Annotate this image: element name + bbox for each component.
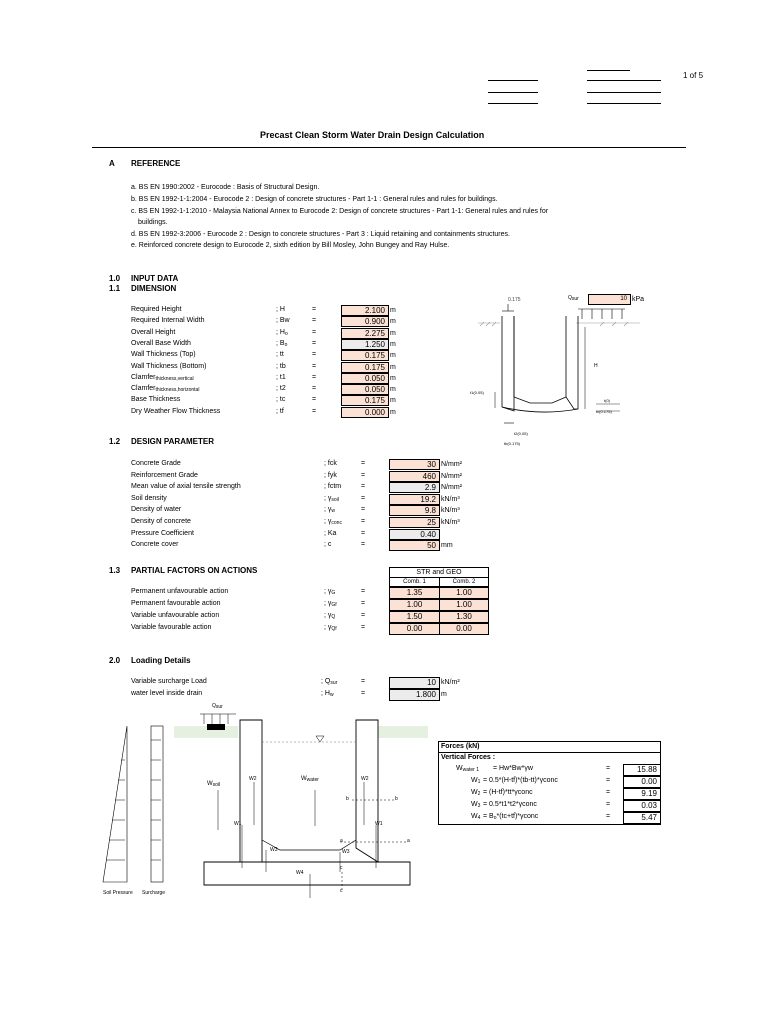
mark-a-right: a — [407, 838, 410, 844]
symbol-subscript: conc — [331, 520, 342, 526]
symbol-text: ; γ — [324, 588, 332, 595]
symbol-text: ; t2 — [276, 385, 286, 393]
comb1-value: 0.00 — [389, 623, 440, 635]
force-name-text: W — [471, 801, 478, 808]
w-water-label — [301, 775, 319, 785]
dimension-label-subscript: thickness,horizontal — [155, 387, 200, 394]
str-geo-header: STR and GEO — [389, 567, 489, 578]
loading-unit: kN/m² — [441, 679, 460, 686]
dimension-label — [131, 350, 196, 359]
force-formula — [483, 788, 533, 797]
dimension-label — [131, 339, 191, 348]
dimension-label — [131, 316, 205, 325]
force-name — [471, 812, 480, 823]
symbol-text: ; Q — [321, 678, 331, 685]
symbol-subscript: Gf — [331, 602, 337, 608]
force-name-subscript: 1 — [477, 779, 481, 785]
equals-sign: = — [606, 801, 611, 808]
dimension-value: 2.275 — [341, 328, 389, 339]
comb2-header: Comb. 2 — [439, 577, 489, 587]
design-param-label: Mean value of axial tensile strength — [131, 483, 241, 491]
dimension-label — [131, 373, 194, 384]
dimension-value: 0.000 — [341, 407, 389, 418]
dimension-value: 0.050 — [341, 373, 389, 384]
force-name — [471, 776, 480, 787]
force-name-subscript: 3 — [477, 803, 481, 809]
force-value: 9.19 — [623, 788, 661, 800]
force-name-subscript: 2 — [477, 791, 481, 797]
mark-a-left: a — [340, 838, 343, 844]
equals-sign: = — [361, 588, 366, 595]
symbol-subscript: Q — [331, 614, 336, 620]
force-formula-tail: *(tc+tf)*γconc — [496, 813, 539, 820]
symbol — [276, 305, 285, 314]
dimension-heading: DIMENSION — [131, 284, 177, 293]
reference-heading: REFERENCE — [131, 159, 181, 168]
symbol-text: ; γ — [324, 600, 332, 607]
dimension-unit: m — [390, 318, 396, 326]
sketch-q-name: Q — [568, 295, 572, 301]
design-param-value: 30 — [389, 459, 440, 470]
symbol — [276, 350, 284, 359]
force-formula-text: = (H-tf)*tt*γconc — [483, 789, 533, 796]
sketch-q-sub: sur — [571, 296, 579, 302]
forces-subtitle: Vertical Forces : — [441, 754, 496, 761]
equals-sign: = — [312, 385, 317, 393]
mark-w4: W4 — [296, 870, 304, 876]
symbol-text: ; Ka — [324, 529, 337, 537]
dimension-label-text: Wall Thickness (Bottom) — [131, 362, 207, 370]
dimension-label-text: Wall Thickness (Top) — [131, 351, 196, 359]
force-value: 0.03 — [623, 800, 661, 812]
force-value: 15.88 — [623, 764, 661, 776]
sketch-q-unit: kPa — [632, 296, 645, 303]
equals-sign: = — [361, 494, 366, 502]
loading-num: 2.0 — [109, 656, 121, 665]
dimension-label — [131, 384, 199, 395]
mark-w3-left: W3 — [270, 847, 278, 853]
dimension-value: 1.250 — [341, 339, 389, 350]
comb1-value: 1.50 — [389, 611, 440, 623]
symbol-subscript: G — [331, 590, 336, 596]
equals-sign: = — [312, 317, 317, 325]
symbol-text: ; H — [321, 690, 330, 697]
symbol — [324, 529, 336, 538]
diagram-q-sub: sur — [215, 704, 223, 710]
force-name-text: W — [471, 789, 478, 796]
symbol — [321, 689, 334, 700]
reference-item: a. BS EN 1990:2002 - Eurocode : Basis of Structural Design. — [131, 184, 320, 191]
symbol — [324, 459, 337, 468]
symbol-text: ; H — [276, 306, 285, 313]
design-param-value: 19.2 — [389, 494, 440, 505]
symbol-text: ; fyk — [324, 471, 337, 479]
design-param-unit: kN/m³ — [441, 507, 460, 515]
partial-factors-heading: PARTIAL FACTORS ON ACTIONS — [131, 566, 258, 575]
symbol — [324, 587, 335, 598]
header-rule-4 — [488, 92, 538, 93]
w-water-sub: water — [306, 777, 319, 783]
dimension-label-text: Required Internal Width — [131, 317, 205, 325]
loading-label: Variable surcharge Load — [131, 678, 207, 685]
reference-item: d. BS EN 1992-3:2006 - Eurocode 2 : Design to concrete structures - Part 3 : Liquid retaining and containments structures. — [131, 231, 510, 238]
design-param-unit: kN/m³ — [441, 519, 460, 526]
dimension-unit: m — [390, 340, 396, 348]
equals-sign: = — [606, 765, 611, 772]
partial-factor-label: Permanent favourable action — [131, 600, 221, 607]
symbol — [324, 505, 335, 516]
header-rule-6 — [488, 103, 538, 104]
design-param-value: 25 — [389, 517, 440, 528]
dimension-label — [131, 328, 175, 337]
header-rule-3 — [587, 80, 661, 81]
symbol-text: ; H — [276, 328, 285, 336]
force-name-text: W — [471, 777, 478, 784]
design-param-unit: mm — [441, 542, 453, 550]
symbol — [276, 373, 286, 382]
equals-sign: = — [312, 306, 317, 313]
w-soil-sub: soil — [212, 782, 221, 788]
symbol-text: ; t1 — [276, 373, 286, 381]
force-value: 0.00 — [623, 776, 661, 788]
symbol-subscript: o — [284, 330, 288, 337]
design-param-value: 2.9 — [389, 482, 440, 493]
loading-value: 1.800 — [389, 689, 440, 701]
partial-factors-num: 1.3 — [109, 566, 121, 575]
force-name-text: W — [456, 765, 463, 772]
symbol-text: ; tf — [276, 407, 284, 415]
design-param-label: Concrete cover — [131, 541, 179, 549]
surcharge-label: Surcharge — [142, 890, 166, 896]
equals-sign: = — [361, 471, 366, 479]
design-param-value: 9.8 — [389, 505, 440, 516]
w-soil-name: W — [207, 781, 213, 787]
symbol-text: ; Bw — [276, 317, 290, 325]
equals-sign: = — [361, 518, 366, 525]
symbol-text: ; γ — [324, 624, 332, 631]
dimension-value: 0.175 — [341, 350, 389, 361]
symbol-text: ; γ — [324, 494, 332, 502]
equals-sign: = — [361, 612, 366, 619]
diagram-q-name: Q — [212, 703, 216, 709]
design-param-label: Pressure Coefficient — [131, 529, 194, 537]
equals-sign: = — [361, 678, 366, 685]
symbol-subscript: w — [331, 508, 336, 515]
comb2-value: 1.00 — [439, 587, 489, 599]
equals-sign: = — [361, 624, 366, 631]
symbol — [276, 328, 288, 339]
sketch-dim-tc: tc(0.175) — [596, 409, 612, 414]
design-param-value: 50 — [389, 540, 440, 551]
symbol — [324, 623, 337, 634]
mark-w2-right: W2 — [361, 776, 369, 782]
sketch-dim-tf: t(0) — [604, 398, 610, 403]
dimension-value: 0.175 — [341, 395, 389, 406]
design-param-label: Density of water — [131, 506, 182, 514]
force-formula — [493, 764, 533, 773]
dimension-unit: m — [390, 397, 396, 405]
symbol — [324, 471, 337, 480]
force-name-text: W — [471, 813, 478, 820]
equals-sign: = — [606, 777, 611, 784]
equals-sign: = — [312, 362, 317, 370]
equals-sign: = — [312, 351, 317, 359]
title-rule — [92, 147, 686, 148]
symbol — [276, 407, 284, 416]
loading-value: 10 — [389, 677, 440, 689]
comb2-value: 0.00 — [439, 623, 489, 635]
symbol — [324, 611, 335, 622]
w-soil-label — [207, 780, 220, 790]
sketch-h-label: H — [594, 363, 598, 369]
header-rule-5 — [587, 92, 661, 93]
symbol — [324, 599, 337, 610]
equals-sign: = — [606, 813, 611, 820]
force-formula-text: = B — [483, 813, 494, 820]
sketch-q-label — [568, 294, 579, 304]
design-param-label: Soil density — [131, 494, 167, 502]
symbol — [276, 395, 285, 404]
symbol — [324, 540, 331, 549]
dimension-value: 0.175 — [341, 362, 389, 373]
symbol-text: ; tc — [276, 396, 286, 404]
dimension-label-text: Overall Base Width — [131, 339, 191, 347]
force-formula — [483, 800, 537, 809]
dimension-unit: m — [390, 329, 396, 337]
symbol-text: ; γ — [324, 518, 332, 525]
sketch-dim-t2: t2(0.05) — [514, 431, 528, 436]
design-param-value: 0.40 — [389, 529, 440, 540]
dimension-label — [131, 362, 206, 371]
force-formula-text: = Hw*Bw*γw — [493, 765, 533, 772]
sketch-dim-t1: t1(0.05) — [470, 390, 484, 395]
mark-w3-right: W3 — [342, 849, 350, 855]
symbol-text: ; tt — [276, 351, 284, 359]
design-param-label: Reinforcement Grade — [131, 471, 198, 479]
equals-sign: = — [312, 328, 317, 336]
reference-item: e. Reinforced concrete design to Eurocode 2, sixth edition by Bill Mosley, John Bungey and Ray Hulse. — [131, 242, 450, 249]
dimension-unit: m — [390, 352, 396, 360]
mark-c-bottom: c — [340, 888, 343, 894]
comb1-value: 1.35 — [389, 587, 440, 599]
mark-b-right: b — [395, 796, 398, 802]
design-param-unit: N/mm² — [441, 461, 462, 468]
symbol — [276, 362, 286, 371]
symbol — [276, 339, 287, 350]
force-name — [471, 800, 480, 811]
sketch-top-dim: 0.175 — [508, 297, 521, 303]
sketch-q-box: 10 — [588, 294, 631, 305]
loading-label: water level inside drain — [131, 690, 203, 697]
equals-sign: = — [361, 541, 366, 549]
input-data-heading: INPUT DATA — [131, 274, 179, 283]
comb1-value: 1.00 — [389, 599, 440, 611]
dimension-label — [131, 407, 220, 416]
design-param-value: 460 — [389, 471, 440, 482]
force-name — [471, 788, 480, 799]
dimension-label-text: Base Thickness — [131, 396, 181, 404]
symbol-subscript: o — [284, 341, 288, 348]
design-param-unit: kN/m³ — [441, 495, 460, 503]
design-param-heading: DESIGN PARAMETER — [131, 437, 214, 446]
header-rule-2 — [488, 80, 538, 81]
reference-item: b. BS EN 1992-1-1:2004 - Eurocode 2 : Design of concrete structures - Part 1-1 : General rules and rules for buildings. — [131, 196, 498, 203]
dimension-unit: m — [390, 374, 396, 382]
dimension-label-text: Overall Height — [131, 328, 176, 336]
symbol-text: ; γ — [324, 506, 332, 514]
equals-sign: = — [606, 789, 611, 796]
equals-sign: = — [361, 483, 366, 491]
force-name — [456, 764, 479, 775]
dimension-value: 2.100 — [341, 305, 389, 316]
equals-sign: = — [361, 600, 366, 607]
comb2-value: 1.00 — [439, 599, 489, 611]
forces-title: Forces (kN) — [441, 743, 480, 750]
equals-sign: = — [312, 407, 317, 415]
dimension-unit: m — [390, 408, 396, 416]
reference-letter: A — [109, 159, 115, 168]
force-name-subscript: 4 — [477, 815, 481, 821]
symbol-text: ; B — [276, 339, 285, 347]
partial-factor-label: Variable favourable action — [131, 624, 212, 631]
equals-sign: = — [312, 396, 317, 404]
symbol — [321, 677, 337, 688]
design-param-label: Density of concrete — [131, 518, 191, 525]
design-param-unit: N/mm² — [441, 472, 462, 480]
design-param-label: Concrete Grade — [131, 460, 181, 467]
symbol — [324, 482, 341, 491]
loading-unit: m — [441, 691, 447, 698]
symbol-subscript: sur — [330, 680, 338, 686]
dimension-label-text: Clamfer — [131, 373, 156, 381]
header-rule-7 — [587, 103, 661, 104]
dimension-unit: m — [390, 363, 396, 371]
equals-sign: = — [361, 506, 366, 514]
dimension-value: 0.050 — [341, 384, 389, 395]
comb2-value: 1.30 — [439, 611, 489, 623]
dimension-label-text: Required Height — [131, 306, 182, 313]
symbol — [324, 517, 342, 528]
dimension-num: 1.1 — [109, 284, 121, 293]
input-data-num: 1.0 — [109, 274, 121, 283]
dimension-label — [131, 395, 180, 404]
force-value: 5.47 — [623, 812, 661, 824]
reference-item: c. BS EN 1992-1-1:2010 - Malaysia National Annex to Eurocode 2: Design of concrete structures - Part 1-1: General rules and rules for — [131, 208, 549, 215]
equals-sign: = — [361, 460, 366, 467]
equals-sign: = — [312, 339, 317, 347]
design-param-num: 1.2 — [109, 437, 121, 446]
symbol-text: ; tb — [276, 362, 286, 370]
equals-sign: = — [312, 373, 317, 381]
dimension-label-subscript: thickness,vertical — [155, 375, 194, 382]
w-water-name: W — [301, 776, 307, 782]
dimension-label-text: Dry Weather Flow Thickness — [131, 407, 221, 415]
symbol — [324, 494, 339, 505]
force-name-subscript: water 1 — [462, 767, 480, 773]
dimension-label — [131, 305, 182, 314]
equals-sign: = — [361, 529, 366, 537]
force-formula-subscript: o — [493, 815, 497, 821]
symbol-text: ; γ — [324, 612, 332, 619]
dimension-unit: m — [390, 386, 396, 394]
symbol-text: ; fck — [324, 460, 337, 467]
force-formula-text: = 0.5*t1*t2*γconc — [483, 801, 537, 808]
symbol-subscript: w — [329, 692, 334, 698]
comb1-header: Comb. 1 — [389, 577, 440, 587]
symbol-text: ; fctm — [324, 483, 342, 491]
mark-w2-left: W2 — [249, 776, 257, 782]
symbol-subscript: soil — [331, 496, 339, 503]
header-rule-1 — [587, 70, 630, 71]
force-formula — [483, 812, 538, 823]
equals-sign: = — [361, 690, 366, 697]
sketch-dim-tb: tb(0.175) — [504, 441, 521, 446]
design-param-unit: N/mm² — [441, 484, 462, 492]
partial-factor-label: Variable unfavourable action — [131, 612, 220, 619]
symbol-text: ; c — [324, 541, 332, 549]
partial-factor-label: Permanent unfavourable action — [131, 588, 229, 595]
page-title: Precast Clean Storm Water Drain Design Calculation — [260, 130, 485, 140]
diagram-q-label — [212, 702, 223, 712]
soil-pressure-label: Soil Pressure — [103, 890, 133, 896]
dimension-label-text: Clamfer — [131, 385, 156, 393]
dimension-value: 0.900 — [341, 316, 389, 327]
symbol — [276, 316, 290, 325]
symbol — [276, 384, 286, 393]
page-number: 1 of 5 — [683, 71, 704, 80]
mark-b-left: b — [346, 796, 349, 802]
mark-c-top: c — [340, 865, 343, 871]
force-formula-text: = 0.5*(H-tf)*(tb-tt)*γconc — [483, 777, 558, 784]
dimension-unit: m — [390, 307, 396, 314]
reference-item: buildings. — [138, 219, 168, 226]
loading-heading: Loading Details — [131, 656, 191, 665]
symbol-subscript: Qf — [331, 626, 337, 632]
force-formula — [483, 776, 558, 785]
mark-w1-right: W1 — [375, 821, 383, 827]
mark-w1-left: W1 — [234, 821, 242, 827]
